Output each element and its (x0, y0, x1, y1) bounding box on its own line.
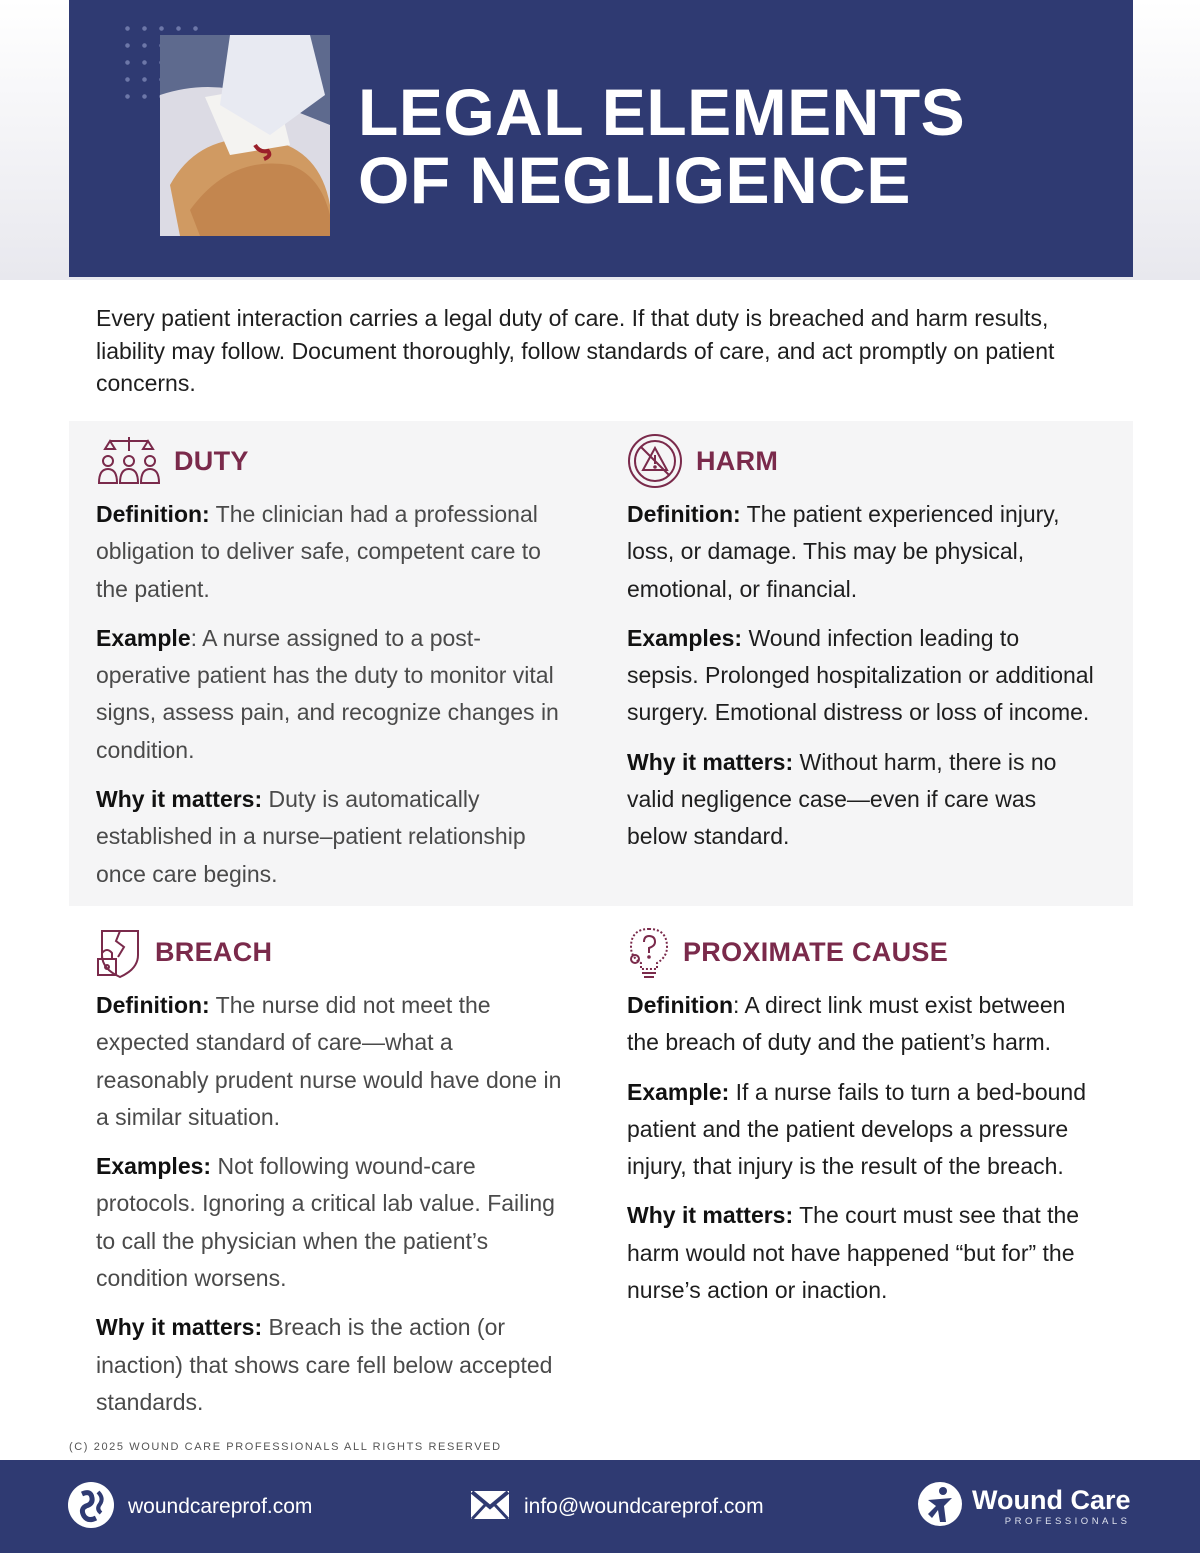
duty-why: Why it matters: Duty is automatically established in a nurse–patient relationship once care begins. (96, 786, 526, 887)
duty-definition: Definition: The clinician had a professional obligation to deliver safe, competent care to the patient. (96, 501, 541, 602)
scales-people-icon (96, 433, 174, 489)
title-line-1: LEGAL ELEMENTS (358, 75, 966, 149)
header-banner (69, 0, 1133, 277)
card-proximate-cause (627, 927, 1097, 1321)
card-breach-header (96, 927, 566, 977)
website-link[interactable]: woundcareprof.com (128, 1495, 313, 1518)
harm-why: Why it matters: Without harm, there is no valid negligence case—even if care was below standard. (627, 748, 1057, 850)
cause-definition: Definition: A direct link must exist between the breach of duty and the patient’s harm. (627, 992, 1066, 1056)
envelope-icon (470, 1489, 510, 1526)
copyright-text: (C) 2025 WOUND CARE PROFESSIONALS ALL RIGHTS RESERVED (69, 1441, 502, 1453)
footer-website[interactable] (68, 1484, 312, 1530)
duty-example: Example: A nurse assigned to a post-operative patient has the duty to monitor vital signs, assess pain, and recognize changes in condition. (96, 624, 559, 763)
warning-circle-icon (627, 433, 696, 489)
card-cause-header (627, 927, 1097, 977)
brand-logo-icon (916, 1478, 964, 1535)
card-cause-title: PROXIMATE CAUSE (683, 936, 949, 967)
page-title (358, 75, 1098, 217)
harm-examples: Examples: Wound infection leading to sepsis. Prolonged hospitalization or additional surgery. Emotional distress or loss of income. (627, 624, 1094, 726)
breach-definition: Definition: The nurse did not meet the expected standard of care—what a reasonably prudent nurse would have done in a similar situation. (96, 992, 562, 1130)
title-line-2: OF NEGLIGENCE (358, 143, 911, 217)
footer-brand (916, 1480, 1131, 1532)
breach-why: Why it matters: Breach is the action (or inaction) that shows care fell below accepted standards. (96, 1314, 553, 1415)
card-duty-title: DUTY (174, 445, 249, 476)
footer (0, 1460, 1200, 1553)
brand-subtitle: PROFESSIONALS (1004, 1515, 1131, 1527)
wound-dressing-photo (160, 35, 330, 236)
lightbulb-question-icon (627, 924, 683, 980)
card-duty-header (96, 436, 566, 486)
intro-text: Every patient interaction carries a legal duty of care. If that duty is breached and harm results, liability may follow. Document thoroughly, follow standards of care, and act promptly on patient concerns. (96, 305, 1055, 396)
harm-definition: Definition: The patient experienced injury, loss, or damage. This may be physical, emotional, or financial. (627, 501, 1060, 602)
card-harm-title: HARM (696, 445, 779, 476)
breach-examples: Examples: Not following wound-care protocols. Ignoring a critical lab value. Failing to call the physician when the patient’s condition worsens. (96, 1153, 555, 1292)
card-harm-header (627, 436, 1097, 486)
email-link[interactable]: info@woundcareprof.com (524, 1495, 764, 1518)
cause-why: Why it matters: The court must see that the harm would not have happened “but for” the nurse’s action or inaction. (627, 1202, 1080, 1304)
brand-name: Wound Care (972, 1484, 1131, 1515)
broken-shield-lock-icon (96, 924, 155, 980)
card-harm (627, 436, 1097, 868)
card-duty (96, 436, 566, 905)
brand-wordmark (972, 1486, 1131, 1527)
cause-example: Example: If a nurse fails to turn a bed-bound patient and the patient develops a pressure injury, that injury is the result of the breach. (627, 1078, 1086, 1180)
footer-email[interactable] (470, 1484, 764, 1530)
card-breach-title: BREACH (155, 936, 273, 967)
website-logo-icon (68, 1482, 114, 1533)
card-breach (96, 927, 566, 1433)
